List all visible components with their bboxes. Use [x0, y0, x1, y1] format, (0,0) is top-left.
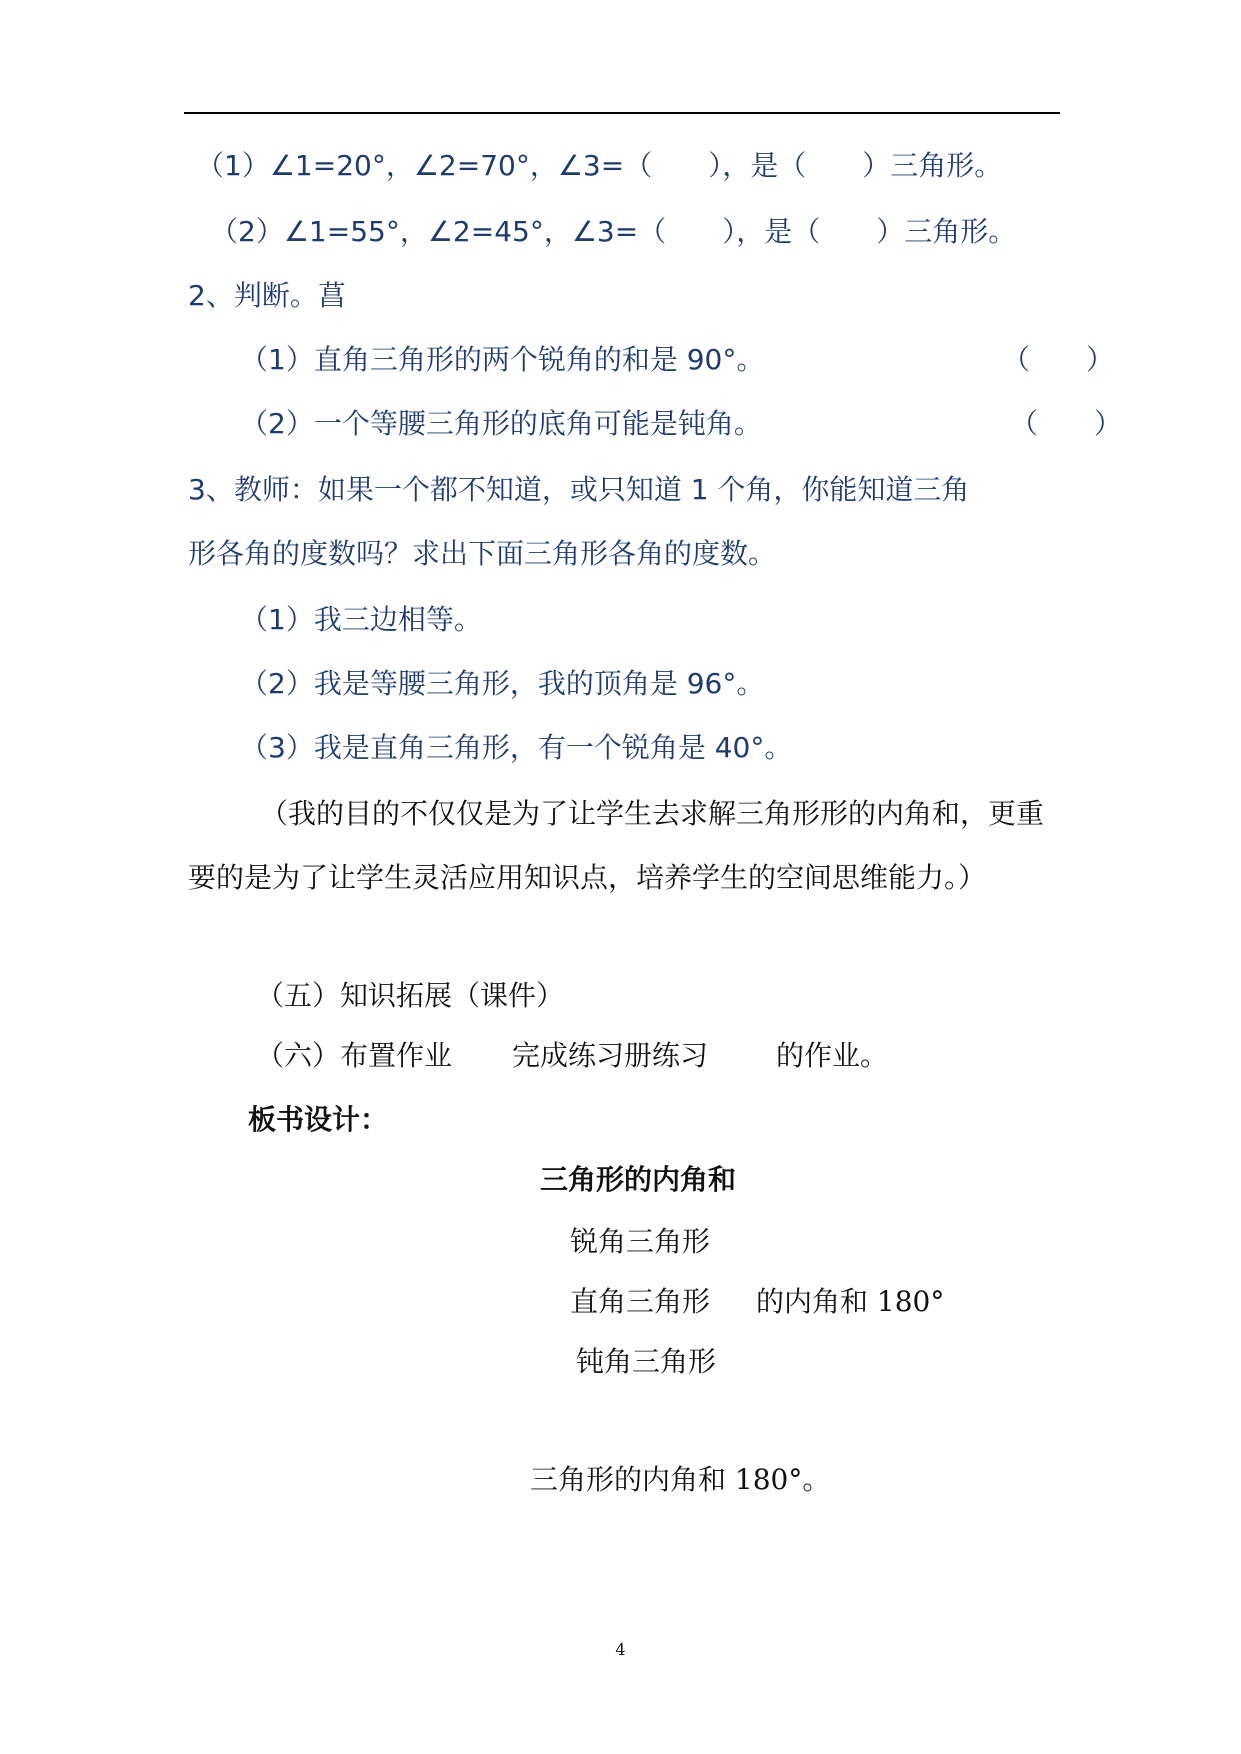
purpose-text: （我的目的不仅仅是为了让学生去求解三角形形的内角和，更重要的是为了让学生灵活应用知识点，培养学生的空间思维能力。） — [188, 797, 1045, 894]
question-2-item-1: （1）直角三角形的两个锐角的和是 90°。 — [240, 343, 765, 376]
question-2-item-2: （2）一个等腰三角形的底角可能是钝角。 — [240, 407, 762, 440]
question-2-title: 2、判断。菖 — [188, 279, 346, 312]
section-homework: （六）布置作业 — [256, 1039, 453, 1072]
board-acute-triangle: 锐角三角形 — [570, 1225, 711, 1258]
board-conclusion: 三角形的内角和 180°。 — [530, 1463, 831, 1496]
question-3-line-2: 形各角的度数吗？求出下面三角形各角的度数。 — [188, 537, 777, 570]
question-3-item-2: （2）我是等腰三角形，我的顶角是 96°。 — [240, 667, 765, 700]
board-title: 三角形的内角和 — [540, 1163, 737, 1196]
question-3-item-3: （3）我是直角三角形，有一个锐角是 40°。 — [240, 731, 793, 764]
header-rule — [184, 112, 1060, 114]
board-angle-sum: 的内角和 180° — [756, 1285, 945, 1318]
section-extension: （五）知识拓展（课件） — [256, 979, 565, 1012]
board-design-label: 板书设计： — [248, 1103, 389, 1136]
board-right-triangle: 直角三角形 — [570, 1285, 711, 1318]
answer-blank-2: （ ） — [1010, 407, 1123, 440]
homework-suffix: 的作业。 — [776, 1039, 889, 1072]
question-1-item-2: （2）∠1=55°，∠2=45°，∠3=（ ），是（ ）三角形。 — [210, 215, 1017, 248]
question-1-item-1: （1）∠1=20°，∠2=70°，∠3=（ ），是（ ）三角形。 — [196, 149, 1003, 182]
question-3-line-1: 3、教师：如果一个都不知道，或只知道 1 个角，你能知道三角 — [188, 473, 970, 506]
question-3-item-1: （1）我三边相等。 — [240, 603, 482, 636]
purpose-paragraph — [188, 782, 1064, 910]
board-obtuse-triangle: 钝角三角形 — [576, 1345, 717, 1378]
answer-blank-1: （ ） — [1002, 343, 1115, 376]
page-number: 4 — [615, 1640, 626, 1659]
homework-task: 完成练习册练习 — [512, 1039, 709, 1072]
